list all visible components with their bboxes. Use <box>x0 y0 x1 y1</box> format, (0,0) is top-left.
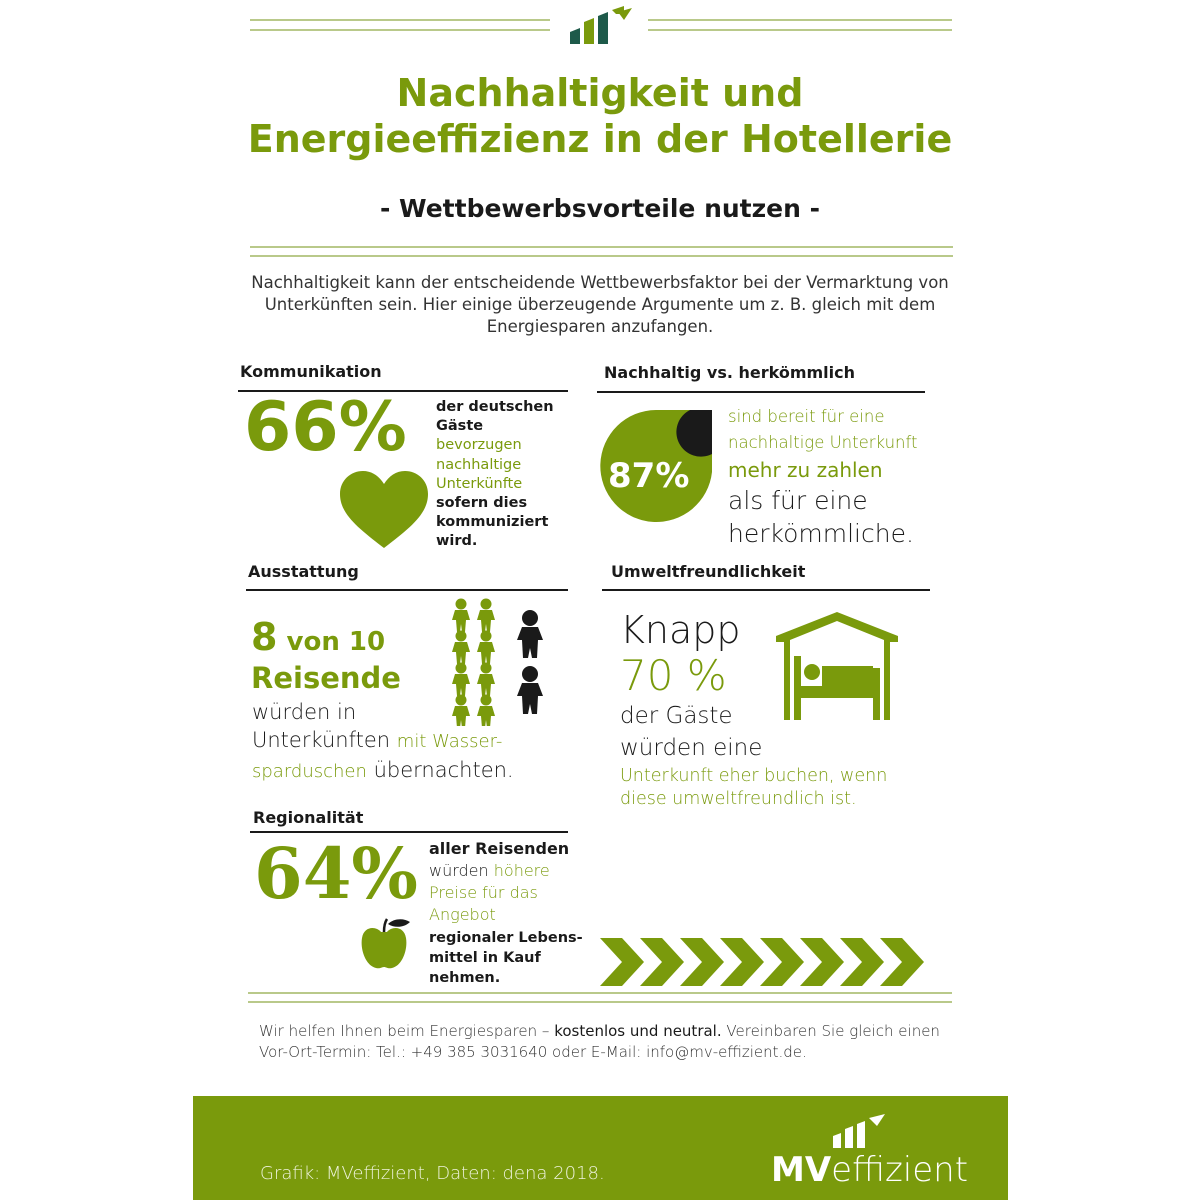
footer-logo-mv: MV <box>771 1150 832 1190</box>
page-subtitle: - Wettbewerbsvorteile nutzen - <box>379 194 821 223</box>
nach-text-4: als für eine <box>728 486 868 515</box>
reg-text-5: regionaler Lebens- <box>429 930 583 946</box>
ausst-text-2a: Unterkünften <box>252 728 391 752</box>
komm-text-6: sofern dies <box>436 495 528 512</box>
nach-text-1: sind bereit für eine <box>728 407 885 426</box>
hotel-bed-icon <box>772 608 902 724</box>
umwelt-text-1: Knapp <box>620 608 741 652</box>
reg-text-3: Preise für das <box>429 883 538 902</box>
reg-text-1: aller Reisenden <box>429 839 570 858</box>
umwelt-text-4: würden eine <box>620 735 763 761</box>
ausst-big-2: Reisende <box>251 661 401 695</box>
top-rule-left-1 <box>250 19 550 21</box>
umwelt-text-6: diese umweltfreundlich ist. <box>620 789 857 809</box>
footer-logo-bars-icon <box>831 1114 891 1150</box>
ausst-text-3a: sparduschen <box>252 761 367 782</box>
stat-87-percent: 87% <box>608 456 690 496</box>
ausst-text-2b: mit Wasser- <box>396 731 503 752</box>
footer-credit: Grafik: MVeffizient, Daten: dena 2018. <box>260 1163 605 1184</box>
contact-text-1b: kostenlos und neutral. <box>554 1022 722 1040</box>
komm-text-2: Gäste <box>436 418 484 435</box>
reg-text-6: mittel in Kauf <box>429 950 541 966</box>
rule-ausstattung <box>246 589 568 591</box>
contact-text-1a: Wir helfen Ihnen beim Energiesparen – <box>259 1022 550 1040</box>
komm-text-1: der deutschen <box>436 399 554 415</box>
stat-64-percent: 64% <box>254 832 418 915</box>
komm-text-5: Unterkünfte <box>436 475 523 492</box>
intro-line1: Nachhaltigkeit kann der entscheidende Wettbewerbsfaktor bei der Vermarktung von <box>251 273 949 292</box>
nach-text-2: nachhaltige Unterkunft <box>728 433 918 452</box>
intro-line2: Unterkünften sein. Hier einige überzeugende Argumente um z. B. gleich mit dem <box>264 295 936 314</box>
heading-kommunikation: Kommunikation <box>240 362 382 381</box>
footer-logo-text <box>771 1150 968 1190</box>
page-title-line2: Energieeffizienz in der Hotellerie <box>247 117 953 161</box>
bottom-rule-2 <box>248 1001 952 1003</box>
rule-nachhaltig <box>597 391 925 393</box>
nach-text-3: mehr zu zahlen <box>728 458 883 482</box>
komm-text-3: bevorzugen <box>436 437 522 454</box>
mid-rule-1 <box>250 246 953 248</box>
heading-umwelt: Umweltfreundlichkeit <box>611 562 806 581</box>
reg-text-7: nehmen. <box>429 970 501 986</box>
ausst-text-3b: übernachten. <box>373 758 514 782</box>
stat-66-percent: 66% <box>244 388 407 467</box>
bar-chart-logo-icon <box>566 4 636 48</box>
umwelt-text-2: 70 % <box>620 651 727 700</box>
heading-nachhaltig: Nachhaltig vs. herkömmlich <box>604 363 856 382</box>
intro-line3: Energiesparen anzufangen. <box>486 317 714 336</box>
footer-logo-eff: effizient <box>831 1150 969 1190</box>
heart-icon <box>338 470 430 550</box>
komm-text-7: kommuniziert <box>436 514 549 531</box>
komm-text-4: nachhaltige <box>436 456 522 473</box>
reg-text-2b: höhere <box>493 861 550 880</box>
top-rule-right-2 <box>648 29 952 31</box>
mid-rule-2 <box>250 255 953 257</box>
chevron-arrows-icon <box>600 938 926 986</box>
footer-bar <box>193 1096 1008 1200</box>
reg-text-4: Angebot <box>429 905 496 924</box>
apple-icon <box>356 914 414 972</box>
contact-text-1c: Vereinbaren Sie gleich einen <box>726 1022 940 1040</box>
ausst-big-rest: von 10 <box>286 627 386 657</box>
reg-text-2a: würden <box>429 861 489 880</box>
heading-ausstattung: Ausstattung <box>248 562 359 581</box>
top-rule-right-1 <box>648 19 952 21</box>
ausst-text-1: würden in <box>252 700 357 724</box>
people-icons-group <box>446 596 558 726</box>
nach-text-5: herkömmliche. <box>728 519 914 548</box>
contact-text-2: Vor-Ort-Termin: Tel.: +49 385 3031640 oder E-Mail: info@mv-effizient.de. <box>259 1043 807 1061</box>
heading-regional: Regionalität <box>253 808 364 827</box>
bottom-rule-1 <box>248 992 952 994</box>
rule-umwelt <box>602 589 930 591</box>
top-rule-left-2 <box>250 29 550 31</box>
ausst-big-num: 8 <box>251 615 278 659</box>
umwelt-text-5: Unterkunft eher buchen, wenn <box>620 766 888 786</box>
umwelt-text-3: der Gäste <box>620 703 733 729</box>
page-title-line1: Nachhaltigkeit und <box>396 71 804 115</box>
komm-text-8: wird. <box>436 533 478 550</box>
